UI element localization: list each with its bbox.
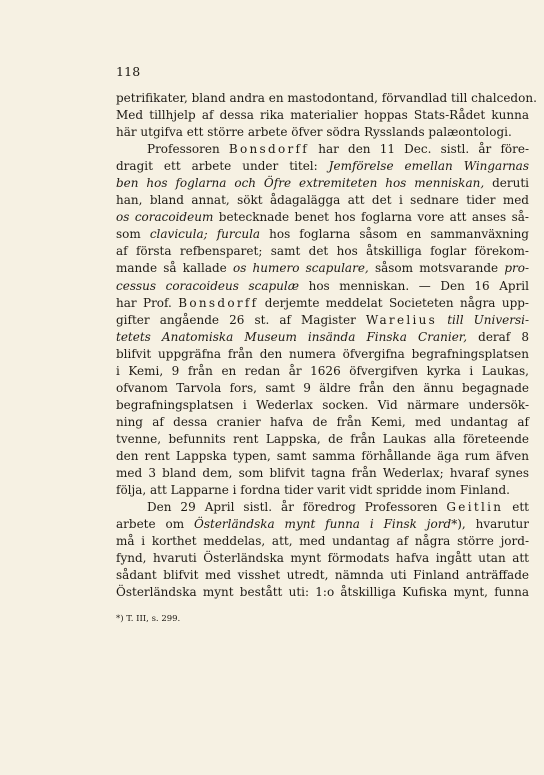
text-line xyxy=(116,329,529,346)
text-segment: Professoren xyxy=(147,142,229,157)
text-segment: Jemförelse emellan Wingarnas xyxy=(328,159,529,174)
text-segment: deraf 8 xyxy=(467,329,529,344)
text-segment: hos menniskan. — Den 16 April xyxy=(299,278,529,293)
text-line xyxy=(116,567,529,584)
text-segment: pro- xyxy=(504,261,530,276)
text-segment: ofvanom Tarvola fors, samt 9 äldre från den ännu begagnade xyxy=(116,380,529,395)
text-segment: Bonsdorff xyxy=(178,295,259,310)
text-line xyxy=(116,550,529,567)
text-line xyxy=(116,465,529,482)
text-line xyxy=(116,312,529,329)
text-segment: tvenne, befunnits rent Lappska, de från Laukas alla företeende xyxy=(116,431,529,446)
text-line xyxy=(116,397,529,414)
text-line xyxy=(116,90,537,107)
text-segment: ning af dessa cranier hafva de från Kemi, med undantag af xyxy=(116,414,529,429)
text-line xyxy=(116,533,529,550)
text-segment: har Prof. xyxy=(116,295,179,310)
text-line xyxy=(116,209,529,226)
text-line xyxy=(116,363,529,380)
text-segment: Österländska mynt bestått uti: 1:o åtskilliga Kufiska mynt, funna xyxy=(116,585,529,600)
text-segment: os coracoideum xyxy=(116,210,214,225)
text-segment: mande så kallade xyxy=(116,261,233,276)
text-segment: Bonsdorff xyxy=(228,142,310,157)
text-segment: os humero scapulare, xyxy=(232,261,369,276)
text-segment: här utgifva ett större arbete öfver södra Rysslands palæontologi. xyxy=(116,125,512,140)
text-segment: följa, att Lapparne i fordna tider varit vidt spridde inom Finland. xyxy=(116,483,510,498)
text-segment: begrafningsplatsen i Wederlax socken. Vid närmare undersök- xyxy=(116,397,529,412)
text-line xyxy=(116,295,529,312)
text-segment: deruti xyxy=(484,176,529,191)
text-segment: petrifikater, bland andra en mastodontand, förvandlad till chalcedon. xyxy=(116,91,537,105)
footnote: *) T. III, s. 299. xyxy=(116,614,181,624)
text-segment: *), hvarutur xyxy=(451,517,529,532)
text-segment: Den 29 April sistl. år föredrog Professoren xyxy=(147,500,447,515)
text-segment: derjemte meddelat Societeten några upp- xyxy=(258,295,529,310)
text-segment: dragit ett arbete under titel: xyxy=(116,159,329,174)
text-line xyxy=(116,107,529,124)
text-segment xyxy=(437,313,447,327)
body-text xyxy=(116,90,537,601)
text-segment: blifvit uppgräfna från den numera öfvergifna begrafningsplatsen xyxy=(116,346,529,361)
text-line xyxy=(116,124,529,141)
text-segment: såsom motsvarande xyxy=(368,261,505,276)
text-line xyxy=(116,226,529,243)
text-line xyxy=(116,448,529,465)
text-line xyxy=(116,158,529,175)
text-segment: tetets Anatomiska Museum insända Finska Cranier, xyxy=(116,329,468,344)
text-segment: må i korthet meddelas, att, med undantag af några större jord- xyxy=(116,534,529,549)
text-line xyxy=(116,175,529,192)
text-segment: betecknade benet hos foglarna vore att anses så- xyxy=(213,210,529,225)
text-segment: Med tillhjelp af dessa rika materialier hoppas Stats-Rådet kunna xyxy=(116,108,529,123)
text-line xyxy=(116,482,529,499)
text-segment: ben hos foglarna och Öfre extremiteten hos menniskan, xyxy=(116,176,485,191)
page-number: 118 xyxy=(116,64,141,79)
text-segment: hos foglarna såsom en sammanväxning xyxy=(260,227,529,242)
text-segment: med 3 bland dem, som blifvit tagna från Wederlax; hvaraf synes xyxy=(116,466,529,481)
text-segment: Österländska mynt funna i Finsk jord xyxy=(194,517,452,532)
text-segment: Geitlin xyxy=(446,500,504,515)
text-line xyxy=(116,431,529,448)
text-segment: i Kemi, 9 från en redan år 1626 öfvergifven kyrka i Laukas, xyxy=(116,363,529,378)
text-segment: Warelius xyxy=(365,312,438,327)
text-segment: fynd, hvaruti Österländska mynt förmodats hafva ingått utan att xyxy=(116,551,529,566)
text-segment: har den 11 Dec. sistl. år före- xyxy=(309,142,530,157)
text-line xyxy=(116,141,529,158)
text-segment: af första refbensparet; samt det hos åtskilliga foglar förekom- xyxy=(116,244,529,259)
text-line xyxy=(116,346,529,363)
text-line xyxy=(116,584,529,601)
text-line xyxy=(116,192,529,209)
text-segment: ett xyxy=(503,500,529,515)
text-segment: till Universi- xyxy=(447,312,529,327)
text-line xyxy=(116,260,529,277)
text-line xyxy=(116,499,529,516)
text-segment: den rent Lappska typen, samt samma förhållande äga rum äfven xyxy=(116,448,529,463)
text-segment: cessus coracoideus scapulæ xyxy=(116,278,300,293)
text-segment: sådant blifvit med visshet utredt, nämnda uti Finland anträffade xyxy=(116,568,529,583)
text-line xyxy=(116,278,529,295)
text-segment: som xyxy=(116,227,150,242)
text-segment: gifter angående 26 st. af Magister xyxy=(116,312,366,327)
text-segment: clavicula; furcula xyxy=(149,227,261,242)
text-segment: han, bland annat, sökt ådagalägga att det i sednare tider med xyxy=(116,193,529,208)
text-line xyxy=(116,243,529,260)
text-line xyxy=(116,414,529,431)
text-segment: arbete om xyxy=(116,517,195,532)
text-line xyxy=(116,380,529,397)
text-line xyxy=(116,516,529,533)
